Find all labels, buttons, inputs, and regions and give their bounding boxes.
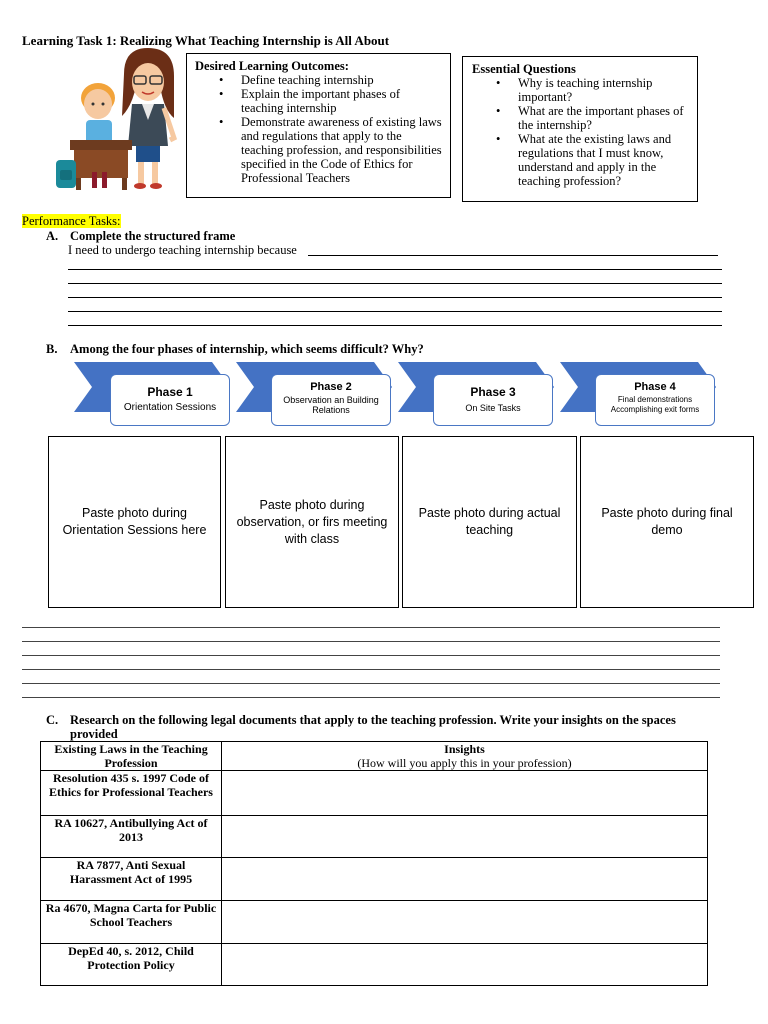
col-header-laws: Existing Laws in the Teaching Profession [41,742,222,771]
photo-box-teaching[interactable] [402,436,577,608]
outcome-item: • Demonstrate awareness of existing laws and regulations that apply to the teaching profession, and responsibilities specified in the Code of Ethics for Professional Teachers [241,115,444,185]
outcomes-box [186,53,451,198]
phase-1-card [110,374,230,426]
answer-line[interactable] [22,669,720,670]
photo-box-label: Paste photo during actual teaching [418,506,561,537]
phase-subtitle: On Site Tasks [465,403,521,413]
answer-line[interactable] [308,255,718,256]
insights-title: Insights [444,742,485,756]
phase-subtitle: Final demonstrations Accomplishing exit forms [610,395,700,414]
insight-cell[interactable] [222,771,708,816]
table-row [41,901,708,944]
question-item: • Why is teaching internship important? [518,76,691,104]
task-a-heading: Complete the structured frame [70,229,236,243]
page-title: Learning Task 1: Realizing What Teaching Internship is All About [22,33,390,48]
answer-line[interactable] [22,655,720,656]
insight-cell[interactable] [222,858,708,901]
phase-title: Phase 3 [470,385,516,399]
question-item: • What are the important phases of the internship? [518,104,691,132]
performance-tasks-text: Performance Tasks: [22,214,121,228]
table-row [41,858,708,901]
answer-line[interactable] [22,683,720,684]
table-header-row [41,742,708,771]
teacher-student-illustration [52,46,182,196]
phase-4-card [595,374,715,426]
task-b-heading: Among the four phases of internship, which seems difficult? Why? [70,342,424,356]
law-cell: DepEd 40, s. 2012, Child Protection Policy [41,944,222,986]
photo-box-orientation[interactable] [48,436,221,608]
task-a-prompt: I need to undergo teaching internship because [68,243,297,257]
phase-title: Phase 2 [310,381,352,393]
outcomes-heading: Desired Learning Outcomes: [195,59,349,73]
law-cell: RA 7877, Anti Sexual Harassment Act of 1995 [41,858,222,901]
table-row [41,771,708,816]
answer-line[interactable] [68,283,722,284]
photo-box-label: Paste photo during final demo [601,506,733,537]
performance-tasks-label [22,214,121,228]
table-row [41,816,708,858]
phase-title: Phase 1 [147,385,193,399]
insight-cell[interactable] [222,901,708,944]
insight-cell[interactable] [222,944,708,986]
phase-subtitle: Observation an Building Relations [283,395,379,415]
phase-3-card [433,374,553,426]
task-a-marker: A. [46,229,59,243]
answer-line[interactable] [68,325,722,326]
phase-subtitle: Orientation Sessions [123,402,217,413]
photo-box-label: Paste photo during observation, or firs meeting with class [236,497,388,546]
insights-subtitle: (How will you apply this in your profession) [357,756,572,770]
task-b-marker: B. [46,342,58,356]
task-c-marker: C. [46,713,59,727]
essential-questions-box [462,56,698,202]
answer-line[interactable] [22,641,720,642]
answer-line[interactable] [68,269,722,270]
laws-table [40,741,708,986]
outcome-item: • Explain the important phases of teaching internship [241,87,444,115]
table-row [41,944,708,986]
answer-line[interactable] [22,697,720,698]
photo-box-label: Paste photo during Orientation Sessions here [62,506,207,537]
photo-box-observation[interactable] [225,436,399,608]
law-cell: Ra 4670, Magna Carta for Public School Teachers [41,901,222,944]
answer-line[interactable] [68,311,722,312]
phase-title: Phase 4 [634,381,676,393]
law-cell: RA 10627, Antibullying Act of 2013 [41,816,222,858]
phase-2-card [271,374,391,426]
photo-box-demo[interactable] [580,436,754,608]
task-c-heading: Research on the following legal documents that apply to the teaching profession. Write your insights on the spaces provided [70,713,676,741]
answer-line[interactable] [68,297,722,298]
col-header-insights [222,742,708,771]
question-item: • What ate the existing laws and regulations that I must know, understand and apply in the teaching profession? [518,132,691,188]
insight-cell[interactable] [222,816,708,858]
essential-questions-heading: Essential Questions [472,62,576,76]
law-cell: Resolution 435 s. 1997 Code of Ethics for Professional Teachers [41,771,222,816]
outcome-item: • Define teaching internship [241,73,444,87]
answer-line[interactable] [22,627,720,628]
